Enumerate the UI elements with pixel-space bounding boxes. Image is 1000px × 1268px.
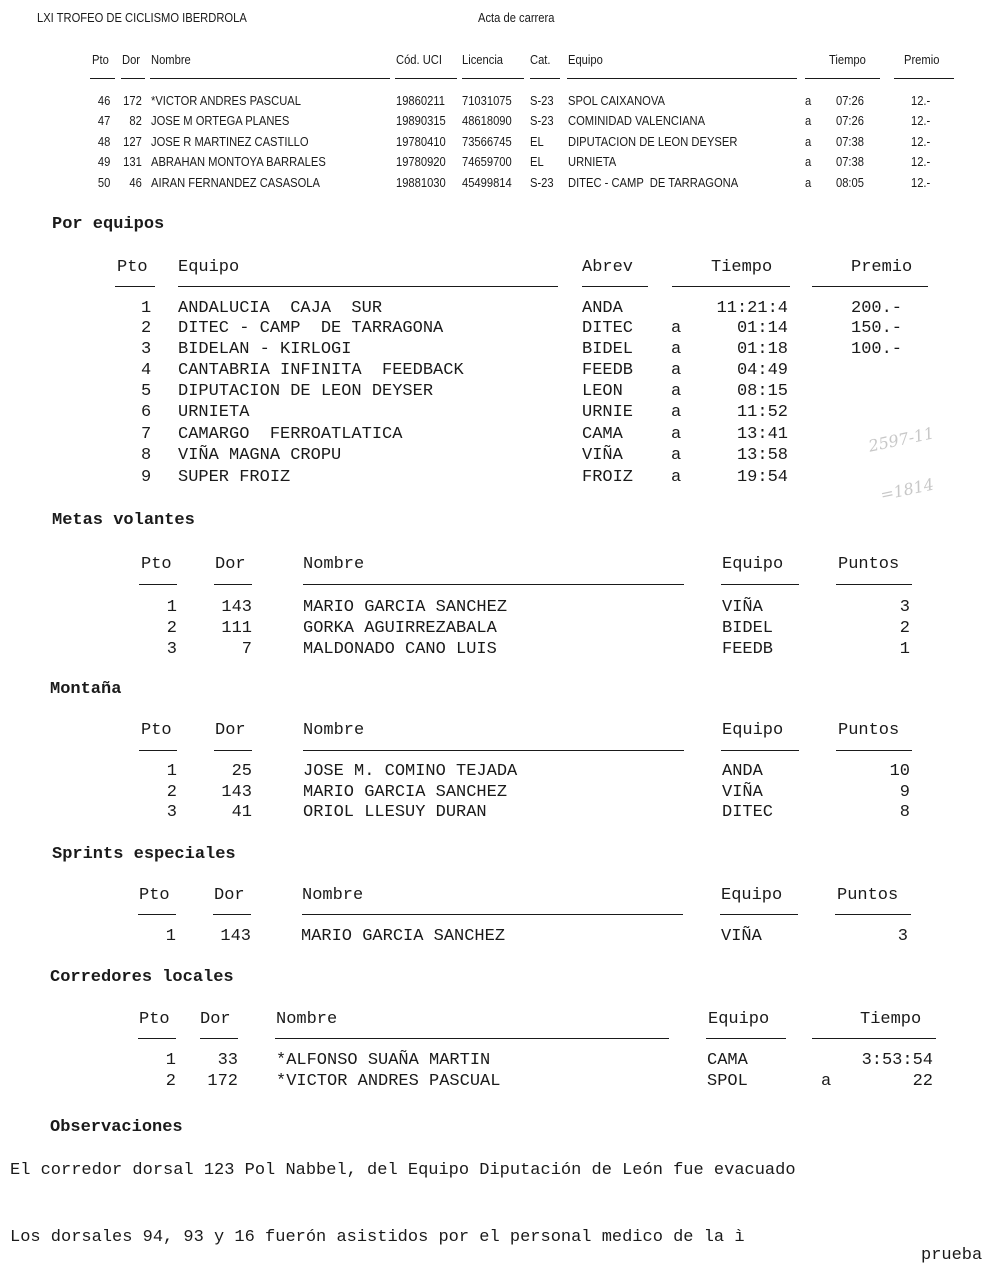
cell-dor: 7	[241, 640, 252, 659]
header-rule	[812, 1038, 936, 1039]
cell-tiempo: 01:14	[736, 319, 788, 338]
cell-equipo: ANDA	[722, 762, 763, 781]
cell-tiempo: 04:49	[736, 361, 788, 380]
col-header-tiempo: Tiempo	[860, 1010, 922, 1029]
cell-pto: 7	[141, 425, 152, 444]
cell-uci: 19881030	[396, 175, 446, 190]
header-rule	[139, 750, 177, 751]
header-rule	[90, 78, 115, 79]
col-header-dor: Dor	[200, 1010, 231, 1029]
cell-uci: 19890315	[396, 113, 446, 128]
cell-tiempo: 07:26	[836, 113, 864, 128]
section-title-metas: Metas volantes	[52, 511, 195, 530]
cell-nombre: MALDONADO CANO LUIS	[303, 640, 497, 659]
cell-tiempo: 01:18	[736, 340, 788, 359]
cell-pto: 9	[141, 468, 152, 487]
cell-licencia: 74659700	[462, 154, 512, 169]
header-rule	[214, 750, 252, 751]
cell-a: a	[671, 403, 682, 422]
cell-puntos: 9	[899, 783, 910, 802]
cell-a: a	[805, 154, 812, 169]
cell-pto: 1	[166, 762, 177, 781]
cell-premio: 12.-	[911, 93, 931, 108]
cell-dor: 143	[220, 927, 251, 946]
cell-cat: S-23	[530, 93, 554, 108]
col-header-abrev: Abrev	[582, 258, 634, 277]
cell-tiempo: 13:41	[736, 425, 788, 444]
cell-nombre: MARIO GARCIA SANCHEZ	[301, 927, 506, 946]
header-rule	[214, 584, 252, 585]
header-rule	[582, 286, 648, 287]
cell-pto: 4	[141, 361, 152, 380]
cell-tiempo: 11:21:4	[716, 299, 788, 318]
cell-uci: 19780410	[396, 134, 446, 149]
cell-premio: 150.-	[851, 319, 903, 338]
cell-equipo: CAMA	[707, 1051, 748, 1070]
col-header-equipo: Equipo	[721, 886, 783, 905]
header-rule	[567, 78, 797, 79]
cell-equipo: CANTABRIA INFINITA FEEDBACK	[178, 361, 464, 380]
cell-equipo: URNIETA	[568, 154, 617, 169]
cell-dor: 172	[207, 1072, 238, 1091]
cell-a: a	[671, 361, 682, 380]
cell-cat: EL	[530, 134, 544, 149]
cell-equipo: BIDEL	[722, 619, 774, 638]
col-header-equipo: Equipo	[722, 555, 784, 574]
cell-cat: S-23	[530, 113, 554, 128]
cell-equipo: SPOL	[707, 1072, 748, 1091]
cell-tiempo: 3:53:54	[861, 1051, 933, 1070]
cell-premio: 12.-	[911, 154, 931, 169]
col-header-puntos: Puntos	[837, 886, 899, 905]
header-rule	[706, 1038, 786, 1039]
cell-equipo: COMINIDAD VALENCIANA	[568, 113, 706, 128]
cell-pto: 50	[97, 175, 111, 190]
cell-premio: 12.-	[911, 134, 931, 149]
cell-equipo: URNIETA	[178, 403, 250, 422]
header-rule	[150, 78, 390, 79]
observation-line: Los dorsales 94, 93 y 16 fuerón asistidos por el personal medico de la ì	[10, 1228, 745, 1247]
cell-dor: 82	[129, 113, 142, 128]
col-header-nombre: Nombre	[276, 1010, 338, 1029]
cell-puntos: 1	[899, 640, 910, 659]
cell-a: a	[805, 93, 812, 108]
cell-pto: 2	[166, 783, 177, 802]
cell-equipo: ANDALUCIA CAJA SUR	[178, 299, 383, 318]
cell-tiempo: 11:52	[736, 403, 788, 422]
cell-nombre: *VICTOR ANDRES PASCUAL	[276, 1072, 501, 1091]
observation-line: El corredor dorsal 123 Pol Nabbel, del Equipo Diputación de León fue evacuado	[10, 1161, 796, 1180]
cell-nombre: JOSE R MARTINEZ CASTILLO	[151, 134, 309, 149]
cell-nombre: ORIOL LLESUY DURAN	[303, 803, 487, 822]
cell-nombre: ABRAHAN MONTOYA BARRALES	[151, 154, 326, 169]
header-rule	[303, 750, 684, 751]
cell-pto: 1	[165, 1051, 176, 1070]
cell-pto: 49	[97, 154, 111, 169]
document-title: LXI TROFEO DE CICLISMO IBERDROLA	[37, 10, 247, 25]
cell-pto: 3	[166, 640, 177, 659]
col-header-pto: Pto	[92, 52, 109, 67]
col-header-uci: Cód. UCI	[396, 52, 442, 67]
header-rule	[275, 1038, 669, 1039]
col-header-pto: Pto	[117, 258, 148, 277]
cell-puntos: 10	[889, 762, 910, 781]
cell-nombre: MARIO GARCIA SANCHEZ	[303, 598, 508, 617]
col-header-puntos: Puntos	[838, 721, 900, 740]
cell-abrev: FROIZ	[582, 468, 634, 487]
col-header-equipo: Equipo	[708, 1010, 770, 1029]
header-rule	[721, 584, 799, 585]
cell-abrev: FEEDB	[582, 361, 634, 380]
cell-dor: 143	[221, 783, 252, 802]
cell-pto: 47	[97, 113, 111, 128]
header-rule	[894, 78, 954, 79]
section-title-sprints: Sprints especiales	[52, 845, 236, 864]
cell-dor: 131	[123, 154, 142, 169]
col-header-pto: Pto	[139, 1010, 170, 1029]
cell-tiempo: 22	[912, 1072, 933, 1091]
cell-nombre: GORKA AGUIRREZABALA	[303, 619, 497, 638]
col-header-equipo: Equipo	[568, 52, 603, 67]
cell-a: a	[671, 468, 682, 487]
cell-nombre: JOSE M ORTEGA PLANES	[151, 113, 290, 128]
col-header-premio: Premio	[904, 52, 940, 67]
cell-puntos: 3	[899, 598, 910, 617]
cell-equipo: VIÑA	[722, 598, 763, 617]
cell-tiempo: 13:58	[736, 446, 788, 465]
cell-equipo: BIDELAN - KIRLOGI	[178, 340, 352, 359]
col-header-cat: Cat.	[530, 52, 551, 67]
cell-premio: 100.-	[851, 340, 903, 359]
cell-equipo: DIPUTACION DE LEON DEYSER	[178, 382, 434, 401]
header-rule	[836, 750, 912, 751]
cell-pto: 6	[141, 403, 152, 422]
header-rule	[812, 286, 928, 287]
handwritten-note: =1814	[878, 474, 936, 505]
cell-equipo: SPOL CAIXANOVA	[568, 93, 665, 108]
cell-pto: 5	[141, 382, 152, 401]
col-header-dor: Dor	[215, 721, 246, 740]
cell-equipo: DIPUTACION DE LEON DEYSER	[568, 134, 738, 149]
cell-a: a	[805, 113, 812, 128]
header-rule	[139, 584, 177, 585]
cell-dor: 25	[231, 762, 252, 781]
cell-puntos: 8	[899, 803, 910, 822]
header-rule	[462, 78, 524, 79]
cell-nombre: *ALFONSO SUAÑA MARTIN	[276, 1051, 491, 1070]
cell-tiempo: 07:38	[836, 154, 864, 169]
observation-line: prueba	[921, 1246, 983, 1265]
col-header-equipo: Equipo	[722, 721, 784, 740]
cell-equipo: DITEC - CAMP DE TARRAGONA	[568, 175, 739, 190]
cell-abrev: VIÑA	[582, 446, 623, 465]
cell-equipo: VIÑA MAGNA CROPU	[178, 446, 342, 465]
cell-licencia: 48618090	[462, 113, 512, 128]
cell-nombre: AIRAN FERNANDEZ CASASOLA	[151, 175, 320, 190]
header-rule	[530, 78, 560, 79]
col-header-nombre: Nombre	[303, 555, 365, 574]
cell-a: a	[671, 319, 682, 338]
col-header-pto: Pto	[141, 555, 172, 574]
cell-tiempo: 07:38	[836, 134, 864, 149]
header-rule	[395, 78, 457, 79]
cell-pto: 46	[97, 93, 111, 108]
col-header-premio: Premio	[851, 258, 913, 277]
header-rule	[303, 584, 684, 585]
document-subtitle: Acta de carrera	[478, 10, 555, 25]
cell-pto: 2	[141, 319, 152, 338]
col-header-equipo: Equipo	[178, 258, 240, 277]
cell-uci: 19780920	[396, 154, 446, 169]
cell-equipo: CAMARGO FERROATLATICA	[178, 425, 403, 444]
cell-equipo: VIÑA	[721, 927, 762, 946]
cell-puntos: 2	[899, 619, 910, 638]
cell-abrev: ANDA	[582, 299, 623, 318]
header-rule	[302, 914, 683, 915]
header-rule	[200, 1038, 238, 1039]
cell-dor: 143	[221, 598, 252, 617]
cell-equipo: VIÑA	[722, 783, 763, 802]
cell-licencia: 71031075	[462, 93, 512, 108]
cell-dor: 172	[123, 93, 142, 108]
cell-premio: 12.-	[911, 175, 931, 190]
cell-pto: 1	[165, 927, 176, 946]
cell-dor: 46	[129, 175, 142, 190]
col-header-dor: Dor	[215, 555, 246, 574]
section-title-montana: Montaña	[50, 680, 122, 699]
cell-pto: 2	[166, 619, 177, 638]
cell-licencia: 45499814	[462, 175, 512, 190]
cell-cat: S-23	[530, 175, 554, 190]
cell-dor: 41	[231, 803, 252, 822]
col-header-nombre: Nombre	[303, 721, 365, 740]
cell-a: a	[821, 1072, 832, 1091]
header-rule	[115, 286, 155, 287]
cell-a: a	[671, 446, 682, 465]
header-rule	[720, 914, 798, 915]
header-rule	[178, 286, 558, 287]
cell-equipo: DITEC	[722, 803, 774, 822]
cell-pto: 1	[166, 598, 177, 617]
col-header-dor: Dor	[214, 886, 245, 905]
col-header-nombre: Nombre	[151, 52, 191, 67]
cell-licencia: 73566745	[462, 134, 512, 149]
handwritten-note: 2597-11	[866, 423, 936, 456]
header-rule	[213, 914, 251, 915]
cell-dor: 33	[217, 1051, 238, 1070]
col-header-pto: Pto	[139, 886, 170, 905]
header-rule	[138, 914, 176, 915]
cell-puntos: 3	[897, 927, 908, 946]
section-title-equipos: Por equipos	[52, 215, 165, 234]
col-header-tiempo: Tiempo	[829, 52, 866, 67]
cell-equipo: SUPER FROIZ	[178, 468, 291, 487]
cell-premio: 12.-	[911, 113, 931, 128]
cell-equipo: FEEDB	[722, 640, 774, 659]
col-header-dor: Dor	[122, 52, 141, 67]
header-rule	[121, 78, 145, 79]
cell-a: a	[671, 340, 682, 359]
cell-tiempo: 08:15	[736, 382, 788, 401]
header-rule	[721, 750, 799, 751]
col-header-tiempo: Tiempo	[711, 258, 773, 277]
cell-abrev: BIDEL	[582, 340, 634, 359]
cell-premio: 200.-	[851, 299, 903, 318]
header-rule	[835, 914, 911, 915]
cell-pto: 2	[165, 1072, 176, 1091]
header-rule	[805, 78, 880, 79]
cell-dor: 127	[123, 134, 142, 149]
section-title-locales: Corredores locales	[50, 968, 234, 987]
header-rule	[672, 286, 790, 287]
cell-abrev: CAMA	[582, 425, 623, 444]
cell-tiempo: 08:05	[836, 175, 864, 190]
cell-a: a	[805, 175, 812, 190]
cell-equipo: DITEC - CAMP DE TARRAGONA	[178, 319, 444, 338]
cell-a: a	[671, 382, 682, 401]
cell-pto: 48	[97, 134, 111, 149]
cell-nombre: MARIO GARCIA SANCHEZ	[303, 783, 508, 802]
cell-a: a	[671, 425, 682, 444]
col-header-licencia: Licencia	[462, 52, 504, 67]
cell-dor: 111	[221, 619, 252, 638]
cell-abrev: LEON	[582, 382, 623, 401]
section-title-observaciones: Observaciones	[50, 1118, 183, 1137]
cell-uci: 19860211	[396, 93, 445, 108]
cell-pto: 8	[141, 446, 152, 465]
cell-abrev: DITEC	[582, 319, 634, 338]
cell-pto: 3	[166, 803, 177, 822]
col-header-pto: Pto	[141, 721, 172, 740]
cell-a: a	[805, 134, 812, 149]
header-rule	[138, 1038, 176, 1039]
col-header-puntos: Puntos	[838, 555, 900, 574]
cell-pto: 1	[141, 299, 152, 318]
cell-cat: EL	[530, 154, 544, 169]
cell-abrev: URNIE	[582, 403, 634, 422]
header-rule	[836, 584, 912, 585]
cell-nombre: *VICTOR ANDRES PASCUAL	[151, 93, 301, 108]
cell-nombre: JOSE M. COMINO TEJADA	[303, 762, 518, 781]
cell-tiempo: 19:54	[736, 468, 788, 487]
col-header-nombre: Nombre	[302, 886, 364, 905]
cell-tiempo: 07:26	[836, 93, 864, 108]
cell-pto: 3	[141, 340, 152, 359]
